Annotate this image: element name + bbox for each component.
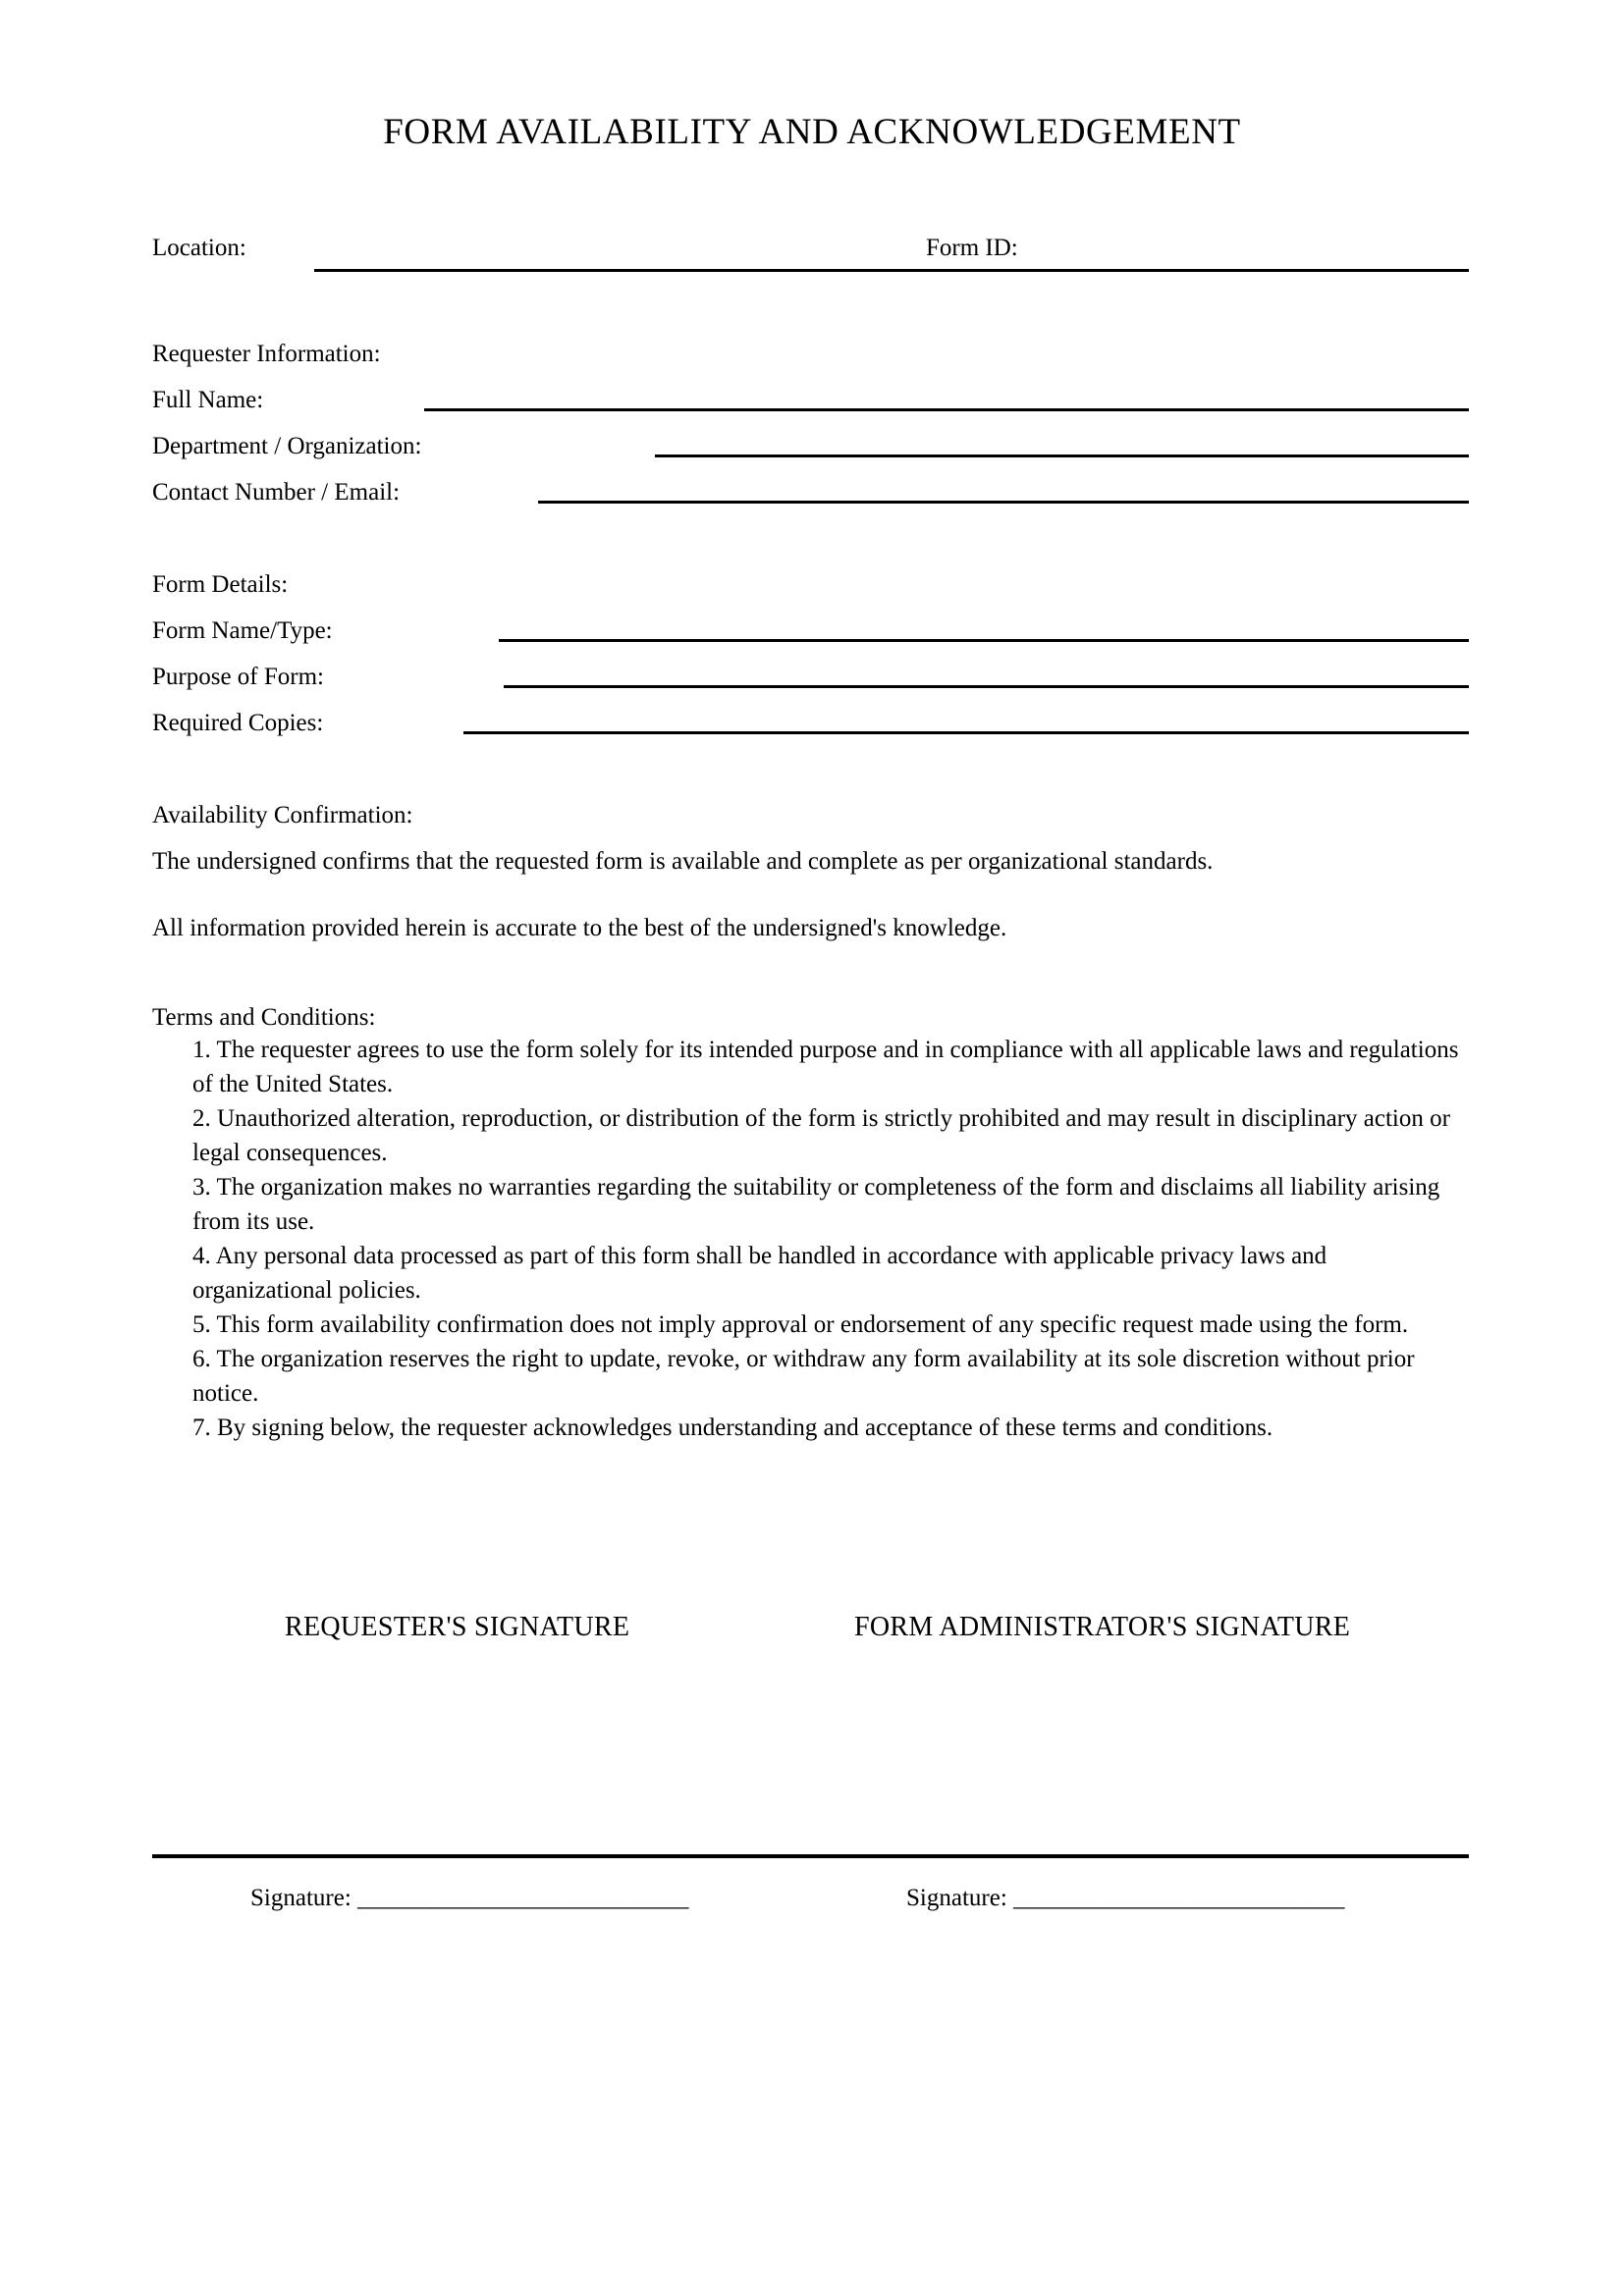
purpose-of-form-input-rule[interactable] [504, 685, 1469, 688]
purpose-of-form-label: Purpose of Form: [152, 664, 324, 690]
department-organization-input-rule[interactable] [655, 454, 1469, 457]
bottom-divider [152, 1854, 1469, 1858]
form-id-label: Form ID: [926, 235, 1018, 261]
terms-and-conditions-heading: Terms and Conditions: [152, 1004, 376, 1031]
location-form-id-input-rule[interactable] [314, 269, 1469, 272]
form-name-type-label: Form Name/Type: [152, 617, 333, 644]
full-name-label: Full Name: [152, 387, 264, 413]
requester-information-heading: Requester Information: [152, 341, 381, 367]
form-administrator-signature-heading: FORM ADMINISTRATOR'S SIGNATURE [854, 1612, 1351, 1642]
list-item: 1. The requester agrees to use the form solely for its intended purpose and in compliance with all applicable laws and regulations of the United States. [192, 1037, 1459, 1097]
form-name-type-input-rule[interactable] [499, 639, 1469, 642]
terms-list [192, 1033, 1467, 1445]
list-item: 3. The organization makes no warranties regarding the suitability or completeness of the form and disclaims all liability arising from its use. [192, 1174, 1440, 1235]
location-label: Location: [152, 235, 246, 261]
form-details-heading: Form Details: [152, 571, 289, 598]
required-copies-input-rule[interactable] [463, 731, 1469, 734]
requester-signature-field[interactable]: Signature: ___________________________ [250, 1885, 689, 1911]
department-organization-label: Department / Organization: [152, 433, 422, 459]
administrator-signature-field[interactable]: Signature: ___________________________ [906, 1885, 1345, 1911]
page-title: FORM AVAILABILITY AND ACKNOWLEDGEMENT [383, 112, 1241, 152]
list-item: 2. Unauthorized alteration, reproduction, or distribution of the form is strictly prohibited and may result in disciplinary action or legal consequences. [192, 1105, 1450, 1166]
contact-number-email-input-rule[interactable] [538, 501, 1469, 504]
list-item: 6. The organization reserves the right to update, revoke, or withdraw any form availability at its sole discretion without prior notice. [192, 1346, 1415, 1407]
list-item: 5. This form availability confirmation does not imply approval or endorsement of any specific request made using the form. [192, 1311, 1409, 1338]
availability-paragraph-2: All information provided herein is accurate to the best of the undersigned's knowledge. [152, 915, 1007, 941]
full-name-input-rule[interactable] [424, 408, 1469, 411]
availability-paragraph-1: The undersigned confirms that the requested form is available and complete as per organizational standards. [152, 848, 1214, 875]
required-copies-label: Required Copies: [152, 710, 324, 736]
requester-signature-heading: REQUESTER'S SIGNATURE [285, 1612, 630, 1642]
list-item: 7. By signing below, the requester acknowledges understanding and acceptance of these terms and conditions. [192, 1415, 1273, 1441]
list-item: 4. Any personal data processed as part of this form shall be handled in accordance with applicable privacy laws and organizational policies. [192, 1243, 1327, 1304]
contact-number-email-label: Contact Number / Email: [152, 479, 401, 506]
availability-confirmation-heading: Availability Confirmation: [152, 802, 413, 828]
